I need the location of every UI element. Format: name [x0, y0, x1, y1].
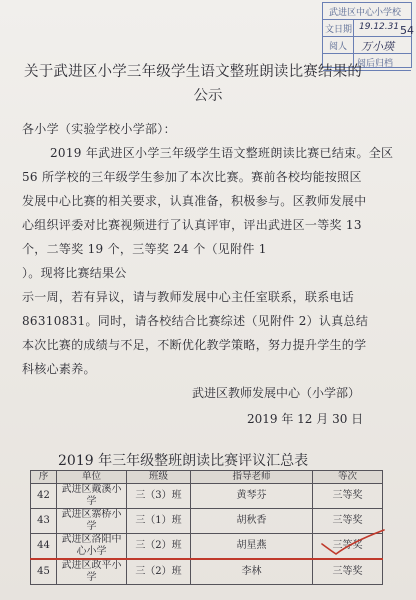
- stamp-date-label: 文日期: [325, 25, 353, 35]
- stamp-date-value: 19.12.31: [359, 22, 400, 32]
- cell-level: 三等奖: [313, 534, 383, 560]
- cell-no: 44: [31, 534, 57, 560]
- stamp-person-label: 阅人: [329, 42, 348, 52]
- body-line: 个，二等奖 19 个，三等奖 24 个（见附件 1: [22, 242, 267, 256]
- stamp-archive-label: 阅后归档: [357, 59, 394, 69]
- signature-org: 武进区教师发展中心（小学部）: [192, 386, 361, 400]
- salutation: 各小学（实验学校小学部）：: [22, 122, 176, 136]
- body-line: 本次比赛的成绩与不足，不断优化教学策略，努力提升学生的学: [22, 338, 367, 352]
- cell-class: 三（1）班: [127, 509, 191, 534]
- table-title: 2019 年三年级整班朗读比赛评议汇总表: [58, 453, 309, 469]
- table-row: [31, 484, 383, 509]
- body-line: 科核心素养。: [22, 362, 96, 376]
- table-row: [31, 559, 383, 585]
- cell-class: 三（2）班: [127, 534, 191, 560]
- body-line: 56 所学校的三年级学生参加了本次比赛。赛前各校均能按照区: [22, 170, 362, 184]
- header-class: 班级: [127, 471, 191, 484]
- cell-teacher: 胡秋香: [191, 509, 313, 534]
- cell-teacher: 黄琴芬: [191, 484, 313, 509]
- body-line: 示一周，若有异议，请与教师发展中心主任室联系，联系电话: [22, 290, 355, 304]
- receipt-stamp: [322, 2, 412, 68]
- cell-level: 三等奖: [313, 509, 383, 534]
- header-no: 序: [31, 471, 57, 484]
- cell-level: 三等奖: [313, 559, 383, 585]
- body-line: ）。现将比赛结果公: [22, 266, 127, 280]
- stamp-date-row: [323, 20, 411, 37]
- cell-teacher: 胡星燕: [191, 534, 313, 560]
- body-line: 发展中心比赛的相关要求，认真准备，积极参与。区教师发展中: [22, 194, 367, 208]
- cell-class: 三（3）班: [127, 484, 191, 509]
- doc-title-line2: 公示: [193, 88, 223, 104]
- stamp-person-value: 万小瑛: [361, 40, 394, 53]
- body-line: 心组织评委对比赛视频进行了认真评审，评出武进区一等奖 13: [22, 218, 362, 232]
- stamp-org: 武进区中心小学校: [329, 8, 402, 18]
- cell-teacher: 李林: [191, 559, 313, 585]
- doc-title-line1: 关于武进区小学三年级学生语文整班朗读比赛结果的: [24, 64, 363, 80]
- body-line: 86310831。同时，请各校结合比赛综述（见附件 2）认真总结: [22, 314, 369, 328]
- signature-date: 2019 年 12 月 30 日: [247, 412, 364, 426]
- stamp-person-row: [323, 37, 411, 54]
- header-level: 等次: [313, 471, 383, 484]
- cell-no: 43: [31, 509, 57, 534]
- cell-level: 三等奖: [313, 484, 383, 509]
- page-number: 54: [400, 24, 414, 37]
- stamp-org-row: [323, 3, 411, 20]
- cell-no: 42: [31, 484, 57, 509]
- cell-unit: 武进区洛阳中心小学: [57, 534, 127, 560]
- red-check-mark: [318, 528, 388, 558]
- cell-unit: 武进区戴溪小学: [57, 484, 127, 509]
- cell-unit: 武进区寨桥小学: [57, 509, 127, 534]
- cell-no: 45: [31, 559, 57, 585]
- body-line: 2019 年武进区小学三年级学生语文整班朗读比赛已结束。全区: [50, 146, 394, 160]
- header-teacher: 指导老师: [191, 471, 313, 484]
- cell-unit: 武进区政平小学: [57, 559, 127, 585]
- header-unit: 单位: [57, 471, 127, 484]
- table-header-row: [31, 471, 383, 484]
- cell-class: 三（2）班: [127, 559, 191, 585]
